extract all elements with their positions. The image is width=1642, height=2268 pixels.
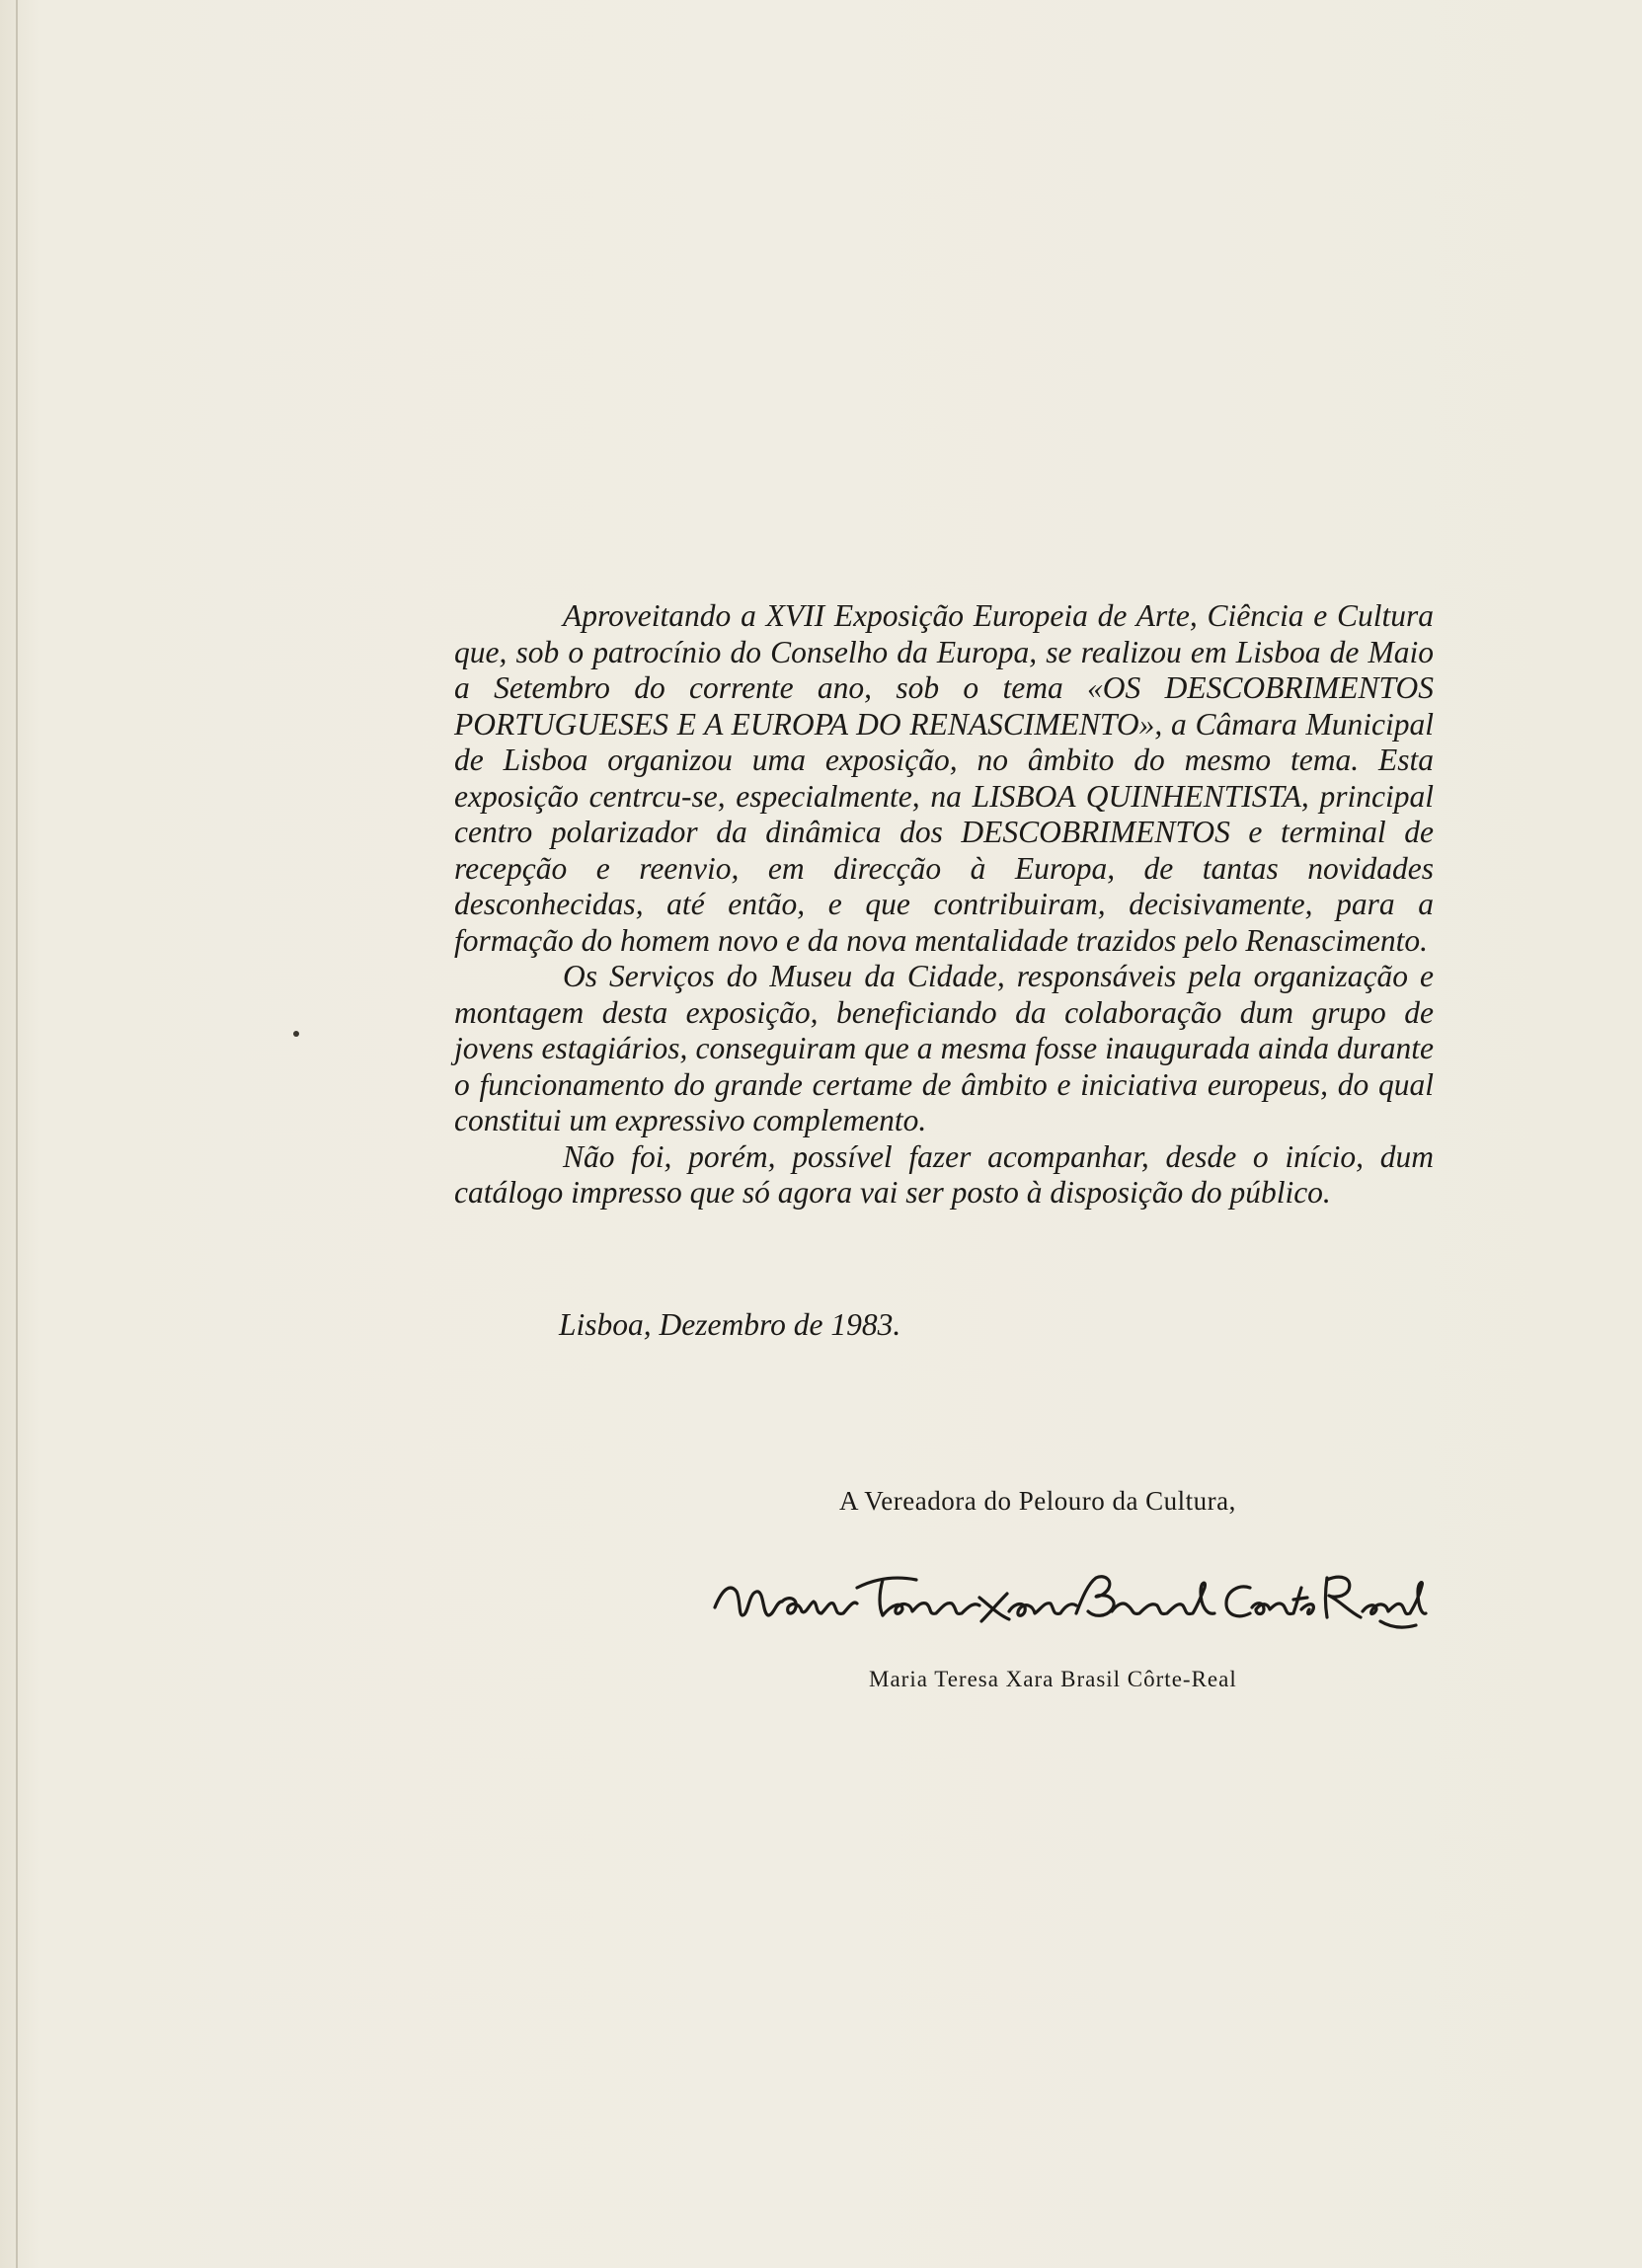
signatory-name: Maria Teresa Xara Brasil Côrte-Real [869,1667,1237,1691]
paragraph-1: Aproveitando a XVII Exposição Europeia de Arte, Ciência e Cultura que, sob o patrocínio do Conselho da Europa, se realizou em Lisboa de Maio a Setembro do corrente ano, sob o tema «OS DESCOBRIMENTOS PORTUGUESES E A EUROPA DO RENASCIMENTO», a Câmara Municipal de Lisboa organizou uma exposição, no âmbito do mesmo tema. Esta exposição centrcu-se, especialmente, na LISBOA QUINHENTISTA, principal centro polarizador da dinâmica dos DESCOBRIMENTOS e terminal de recepção e reenvio, em direcção à Europa, de tantas novidades desconhecidas, até então, e que contribuiram, decisivamente, para a formação do homem novo e da nova mentalidade trazidos pelo Renascimento. [454,598,1434,958]
date-line: Lisboa, Dezembro de 1983. [559,1307,901,1342]
ink-dot [293,1031,299,1037]
paragraph-2: Os Serviços do Museu da Cidade, responsáveis pela organização e montagem desta exposição, beneficiando da colaboração dum grupo de jovens estagiários, conseguiram que a mesma fosse inaugurada ainda durante o funcionamento do grande certame de âmbito e iniciativa europeus, do qual constitui um expressivo complemento. [454,959,1434,1137]
signatory-role: A Vereadora do Pelouro da Cultura, [839,1486,1236,1516]
page-edge [16,0,18,2268]
handwritten-signature [709,1558,1430,1647]
body-text [454,598,1434,1212]
paragraph-3: Não foi, porém, possível fazer acompanhar, desde o início, dum catálogo impresso que só agora vai ser posto à disposição do público. [454,1138,1434,1210]
